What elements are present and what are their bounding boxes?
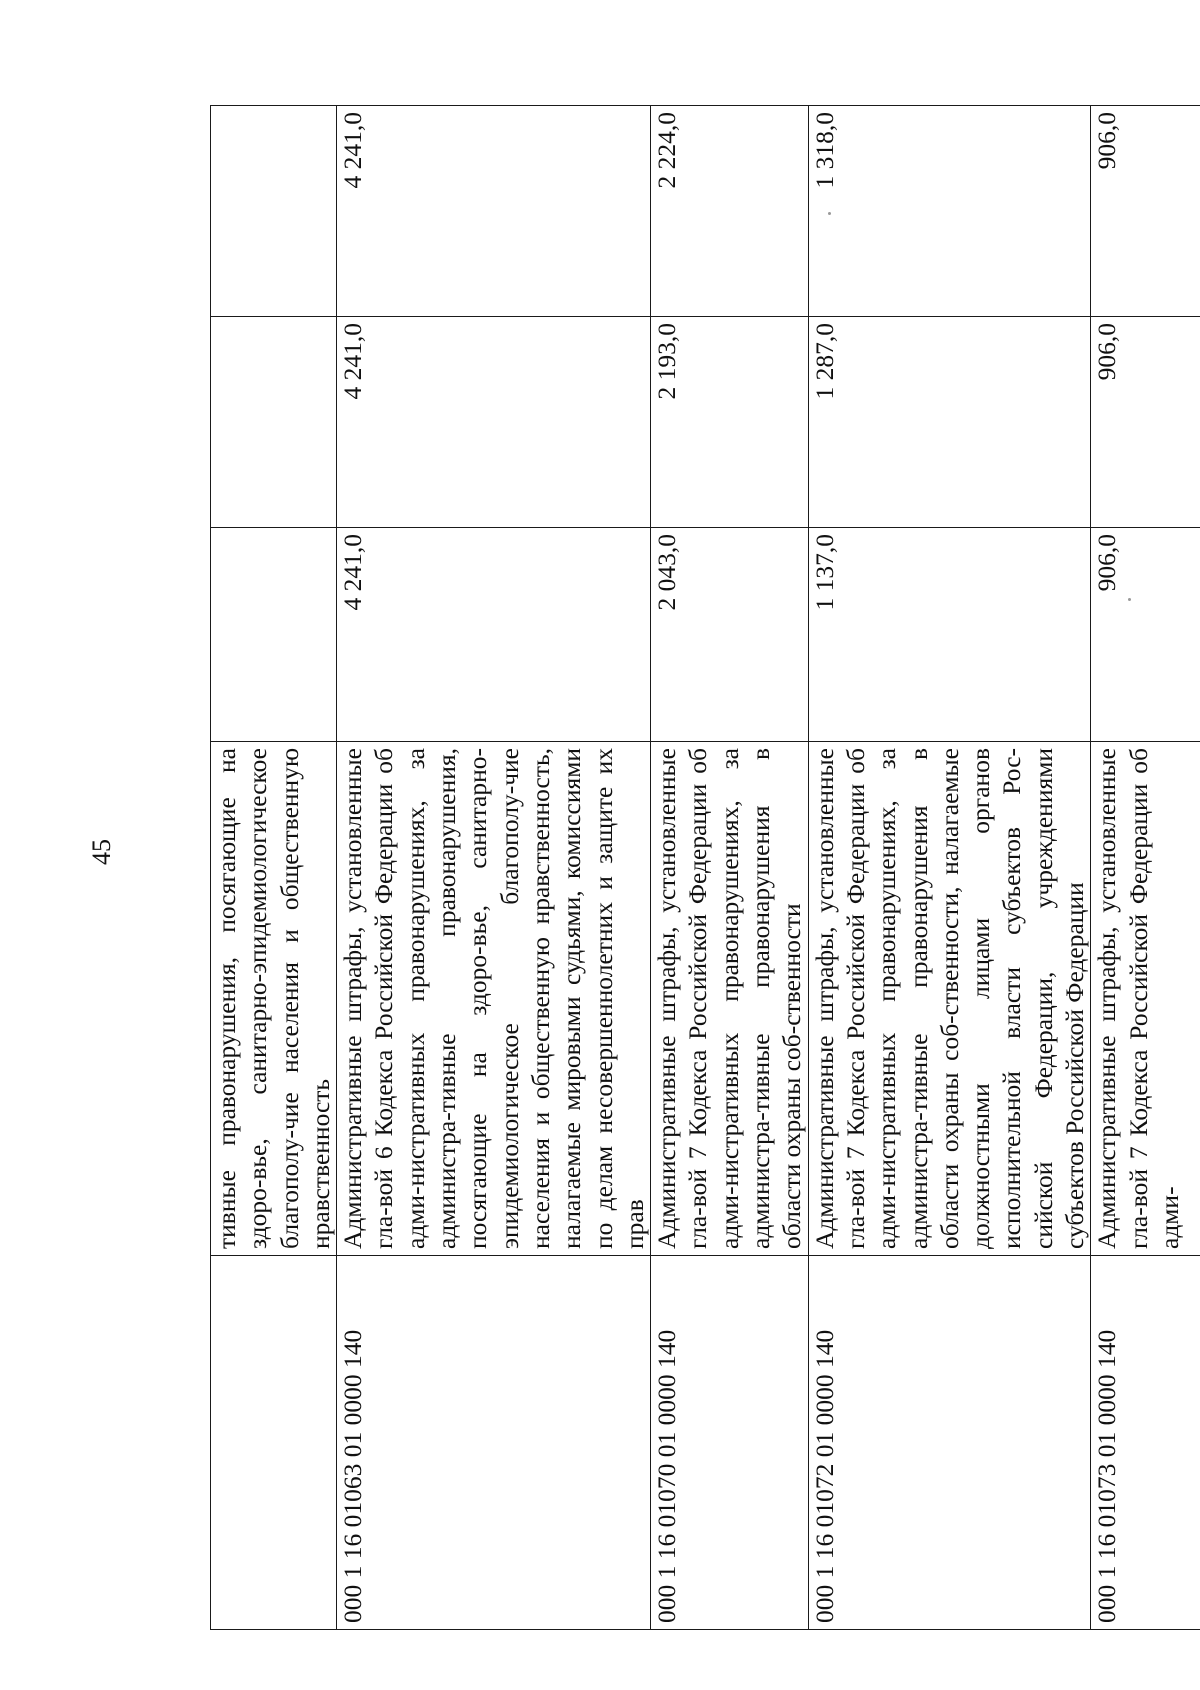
scan-speck	[1128, 598, 1131, 601]
row-value-1: 4 241,0	[337, 528, 651, 742]
row-description: тивные правонарушения, посягающие на здоро-вье, санитарно-эпидемиологическое благополу-чие населения и общественную нравственность	[211, 742, 337, 1256]
row-value-3: 2 224,0	[651, 106, 808, 317]
row-value-2: 1 287,0	[808, 317, 1091, 528]
row-code: 000 1 16 01063 01 0000 140	[337, 1256, 651, 1630]
row-value-2: 4 241,0	[337, 317, 651, 528]
row-value-3	[211, 106, 337, 317]
table-wrapper	[210, 106, 1184, 1630]
row-value-2	[211, 317, 337, 528]
page-number: 45	[87, 839, 116, 865]
row-value-1: 2 043,0	[651, 528, 808, 742]
table-row	[211, 106, 337, 1630]
scan-speck	[828, 212, 831, 215]
row-description: Административные штрафы, установленные гла-вой 7 Кодекса Российской Федерации об адми-нистративных правонарушениях, за администра-тивные правонарушения в области охраны соб-ственности	[651, 742, 808, 1256]
row-code: 000 1 16 01072 01 0000 140	[808, 1256, 1091, 1630]
row-code	[211, 1256, 337, 1630]
row-value-1	[211, 528, 337, 742]
table-row	[337, 106, 651, 1630]
row-value-1: 1 137,0	[808, 528, 1091, 742]
table-row	[1091, 106, 1200, 1630]
row-description: Административные штрафы, установленные гла-вой 6 Кодекса Российской Федерации об адми-нистративных правонарушениях, за администра-тивные правонарушения, посягающие на здоро-вье, санитарно-эпидемиологическое благополу-чие населения и общественную нравственность, налагаемые мировыми судьями, комиссиями по делам несовершеннолетних и защите их прав	[337, 742, 651, 1256]
row-value-2: 906,0	[1091, 317, 1200, 528]
row-code: 000 1 16 01073 01 0000 140	[1091, 1256, 1200, 1630]
row-value-1: 906,0	[1091, 528, 1200, 742]
table-row	[651, 106, 808, 1630]
row-value-3: 1 318,0	[808, 106, 1091, 317]
row-value-3: 4 241,0	[337, 106, 651, 317]
row-description: Административные штрафы, установленные гла-вой 7 Кодекса Российской Федерации об адми-нистративных правонарушениях, за администра-тивные правонарушения в области охраны соб-ственности, налагаемые должностными лицами органов исполнительной власти субъектов Рос-сийской Федерации, учреждениями субъектов Российской Федерации	[808, 742, 1091, 1256]
revenue-table	[210, 105, 1200, 1630]
row-description: Административные штрафы, установленные гла-вой 7 Кодекса Российской Федерации об адми-	[1091, 742, 1200, 1256]
row-value-3: 906,0	[1091, 106, 1200, 317]
row-code: 000 1 16 01070 01 0000 140	[651, 1256, 808, 1630]
row-value-2: 2 193,0	[651, 317, 808, 528]
table-row	[808, 106, 1091, 1630]
